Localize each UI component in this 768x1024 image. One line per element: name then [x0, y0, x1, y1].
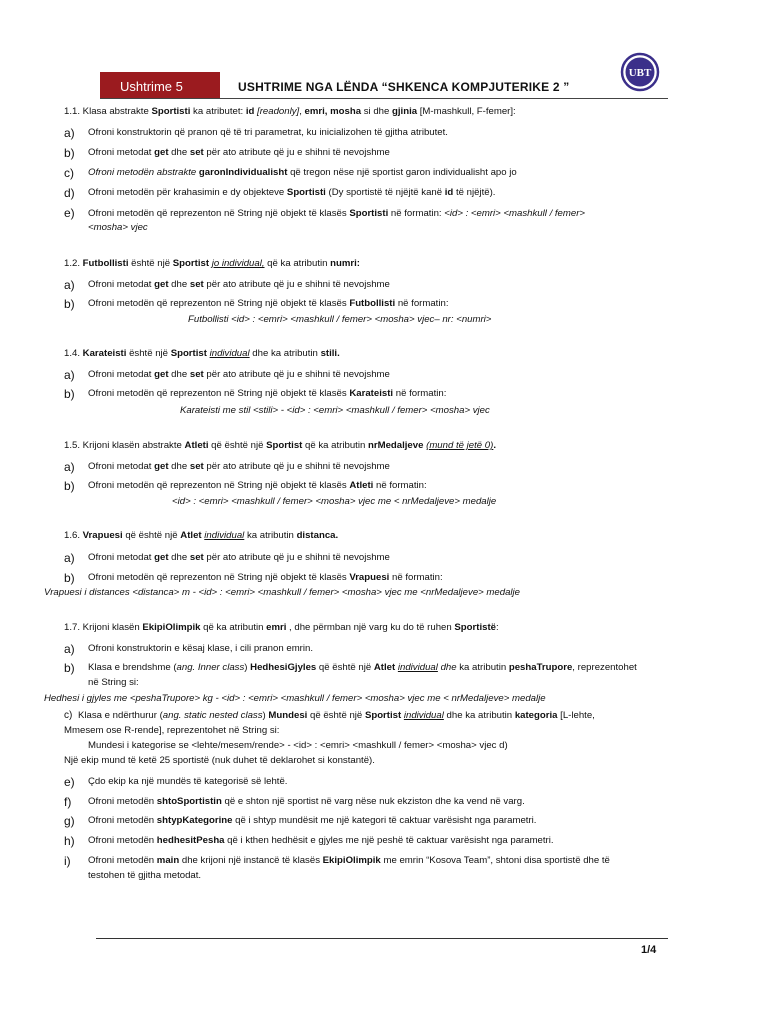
section-1-1-intro [64, 106, 516, 118]
text-run: dhe [440, 662, 457, 673]
item-text-continuation: Mmesem ose R-rende], reprezentohet në String si: [64, 725, 280, 736]
text-run: 1.7. Krijoni klasën [64, 622, 143, 633]
text-run: që ka atributin [264, 258, 331, 269]
text-run: get [154, 552, 169, 563]
text-run: 1.2. [64, 258, 83, 269]
page-number: 1/4 [641, 944, 657, 956]
text-run: Karateisti [82, 348, 127, 359]
item-text [88, 461, 390, 473]
item-marker: c) [64, 710, 73, 721]
text-run: që ka atributin [302, 440, 368, 451]
text-run: Sportisti [151, 106, 191, 117]
text-run: Ofroni metodën [88, 815, 157, 826]
item-text [88, 187, 495, 199]
text-run: Karateisti [349, 388, 394, 399]
item-text-continuation: Mundesi i kategorise se <lehte/mesem/rende> - <id> : <emri> <mashkull / femer> <mosha> vjec d) [88, 740, 508, 751]
text-run: Mundesi [268, 710, 308, 721]
item-marker: e) [64, 206, 75, 220]
logo-text: UBT [628, 67, 652, 79]
item-marker: b) [64, 297, 75, 311]
text-run: individual [209, 348, 250, 359]
item-text [88, 369, 390, 381]
item-marker: a) [64, 551, 75, 565]
text-run: Klasa e ndërthurur ( [78, 710, 163, 721]
text-run: me emrin “Kosova Team”, shtoni disa sportistë dhe të [380, 855, 610, 866]
text-run: Ofroni metodat [88, 552, 155, 563]
text-run: Vrapuesi [349, 572, 390, 583]
item-text-continuation: testohen të gjitha metodat. [88, 870, 202, 881]
format-string: <id> : <emri> <mashkull / femer> <mosha> vjec me < nrMedaljeve> medalje [172, 496, 497, 507]
section-1-5-intro [64, 440, 496, 452]
text-run: Ofroni metodat [88, 461, 155, 472]
text-run: [L-lehte, [557, 710, 595, 721]
text-run: ang. static nested class [162, 710, 263, 721]
item-text [88, 572, 443, 584]
text-run: që e shton një sportist në varg nëse nuk ekziston dhe ka vend në varg. [221, 796, 525, 807]
text-run: dhe [168, 461, 190, 472]
text-run: Klasa e brendshme ( [88, 662, 177, 673]
text-run: në formatin: [389, 572, 443, 583]
item-marker: b) [64, 571, 75, 585]
text-run: si dhe [361, 106, 393, 117]
text-run: Ofroni metodën [88, 835, 157, 846]
text-run: hedhesitPesha [156, 835, 225, 846]
text-run: ka atributin [456, 662, 509, 673]
text-run: set [189, 552, 204, 563]
text-run: [readonly] [254, 106, 300, 117]
text-run: id [245, 106, 255, 117]
item-marker: d) [64, 186, 75, 200]
text-run: për ato atribute që ju e shihni të nevojshme [203, 147, 390, 158]
format-string: Vrapuesi i distances <distanca> m - <id> : <emri> <mashkull / femer> <mosha> vjec me <nrMedaljeve> medalje [44, 587, 521, 598]
text-run: individual [397, 662, 438, 673]
text-run: jo individual, [211, 258, 265, 269]
item-marker: b) [64, 479, 75, 493]
item-text [88, 855, 610, 867]
item-text [88, 279, 390, 291]
text-run: në formatin: [393, 388, 447, 399]
text-run: Ofroni metodën që reprezenton në String një objekt të klasës [88, 388, 350, 399]
text-run: get [154, 147, 169, 158]
text-run: stili. [320, 348, 340, 359]
item-marker: a) [64, 368, 75, 382]
text-run: kategoria [514, 710, 558, 721]
text-run: Sportist [170, 348, 207, 359]
item-text [88, 147, 390, 159]
text-run: : [495, 622, 499, 633]
text-run: garonIndividualisht [198, 167, 288, 178]
section-1-4-intro [64, 348, 340, 360]
text-run: që është një [307, 710, 365, 721]
item-text-continuation: Një ekip mund të ketë 25 sportistë (nuk duhet të deklarohet si konstantë). [64, 755, 375, 766]
format-string: Hedhesi i gjyles me <peshaTrupore> kg - <id> : <emri> <mashkull / femer> <mosha> vjec me < nrMedaljeve> medalje [44, 693, 546, 704]
text-run: numri: [330, 258, 360, 269]
format-string: Futbollisti <id> : <emri> <mashkull / femer> <mosha> vjec– nr: <numri> [188, 314, 492, 325]
item-text [88, 208, 585, 220]
text-run: set [189, 147, 204, 158]
text-run: Ofroni metodën që reprezenton në String një objekt të klasës [88, 480, 350, 491]
text-run: HedhesiGjyles [250, 662, 317, 673]
text-run: në formatin: [395, 298, 449, 309]
text-run: emri, mosha [304, 106, 362, 117]
text-run: dhe krijoni një instancë të klasës [179, 855, 323, 866]
item-marker: g) [64, 814, 75, 828]
text-run: Ofroni metodat [88, 279, 155, 290]
text-run: , [299, 106, 305, 117]
text-run: Ofroni metodën abstrakte [88, 167, 199, 178]
text-run: get [154, 461, 169, 472]
section-1-7-intro [64, 622, 499, 634]
item-marker: a) [64, 460, 75, 474]
text-run: get [154, 279, 169, 290]
text-run: [M-mashkull, F-femer]: [417, 106, 516, 117]
text-run: Ofroni metodën për krahasimin e dy objekteve [88, 187, 287, 198]
text-run: individual [204, 530, 245, 541]
text-run: Ofroni metodat [88, 147, 155, 158]
item-text [88, 388, 446, 400]
text-run: që tregon nëse një sportist garon individualisht apo jo [287, 167, 517, 178]
item-marker: b) [64, 146, 75, 160]
text-run: Sportisti [286, 187, 326, 198]
text-run: dhe [168, 552, 190, 563]
text-run: shtypKategorine [156, 815, 233, 826]
text-run: , reprezentohet [572, 662, 637, 673]
text-run: Futbollisti [82, 258, 129, 269]
text-run: është një [126, 348, 171, 359]
text-run: që është një [316, 662, 374, 673]
item-text-continuation: në String si: [88, 677, 139, 688]
item-text [88, 298, 448, 310]
item-marker: c) [64, 166, 74, 180]
text-run: peshaTrupore [508, 662, 573, 673]
text-run: që është një [122, 530, 181, 541]
text-run: Atleti [184, 440, 209, 451]
text-run: individual [403, 710, 444, 721]
text-run: Sportist [172, 258, 210, 269]
text-run: 1.5. Krijoni klasën abstrakte [64, 440, 185, 451]
item-marker: e) [64, 775, 75, 789]
text-run: Sportistë [454, 622, 496, 633]
text-run: distanca. [296, 530, 339, 541]
text-run: get [154, 369, 169, 380]
text-run: main [156, 855, 180, 866]
text-run: që është një [208, 440, 267, 451]
text-run: Sportist [364, 710, 402, 721]
text-run: shtoSportistin [156, 796, 222, 807]
text-run: Ofroni metodën [88, 855, 157, 866]
item-marker: b) [64, 387, 75, 401]
text-run: ang. Inner class [176, 662, 245, 673]
text-run: set [189, 461, 204, 472]
text-run: që ka atributin [200, 622, 267, 633]
text-run: Ofroni metodën që reprezenton në String një objekt të klasës [88, 298, 350, 309]
text-run: set [189, 369, 204, 380]
item-marker: b) [64, 661, 75, 675]
text-run: ) [262, 710, 269, 721]
text-run: Atlet [373, 662, 396, 673]
text-run: Ofroni metodën [88, 796, 157, 807]
text-run: për ato atribute që ju e shihni të nevojshme [203, 279, 390, 290]
text-run: (Dy sportistë të njëjtë kanë [325, 187, 445, 198]
text-run: të njëjtë). [453, 187, 496, 198]
item-text [88, 552, 390, 564]
text-run: që i shtyp mundësit me një kategori të caktuar varësisht nga parametri. [232, 815, 537, 826]
item-text: Ofroni konstruktorin e kësaj klase, i cili pranon emrin. [88, 643, 314, 654]
item-text: Ofroni konstruktorin që pranon që të tri parametrat, ku inicializohen të gjitha atributet. [88, 127, 448, 138]
text-run: 1.6. [64, 530, 83, 541]
text-run: gjinia [392, 106, 418, 117]
text-run: dhe ka atributin [443, 710, 515, 721]
text-run: Sportisti [349, 208, 389, 219]
text-run: për ato atribute që ju e shihni të nevojshme [203, 461, 390, 472]
format-string: Karateisti me stil <stili> - <id> : <emri> <mashkull / femer> <mosha> vjec [180, 405, 490, 416]
text-run: Ofroni metodat [88, 369, 155, 380]
text-run: (mund të jetë 0) [426, 440, 494, 451]
text-run: ka atributin [244, 530, 297, 541]
text-run: për ato atribute që ju e shihni të nevojshme [203, 552, 390, 563]
text-run: dhe ka atributin [249, 348, 321, 359]
item-marker: f) [64, 795, 72, 809]
text-run: Atlet [180, 530, 202, 541]
text-run: në formatin: [388, 208, 445, 219]
text-run: është një [128, 258, 173, 269]
text-run: . [493, 440, 496, 451]
section-1-6-intro [64, 530, 338, 542]
section-1-2-intro [64, 258, 360, 270]
item-text [88, 662, 637, 674]
item-text [78, 710, 595, 722]
text-run: EkipiOlimpik [322, 855, 381, 866]
item-marker: a) [64, 126, 75, 140]
item-marker: a) [64, 278, 75, 292]
item-marker: a) [64, 642, 75, 656]
item-text [88, 480, 427, 492]
item-text: Çdo ekip ka një mundës të kategorisë së lehtë. [88, 776, 288, 787]
text-run: dhe [168, 279, 190, 290]
text-run: 1.1. Klasa abstrakte [64, 106, 152, 117]
header-rule [100, 98, 668, 99]
text-run: Ofroni metodën që reprezenton në String një objekt të klasës [88, 572, 350, 583]
text-run: për ato atribute që ju e shihni të nevojshme [203, 369, 390, 380]
item-text-continuation: <mosha> vjec [88, 222, 148, 233]
text-run: ka atributet: [190, 106, 246, 117]
text-run: që i kthen hedhësit e gjyles me një peshë të caktuar varësisht nga parametri. [224, 835, 554, 846]
text-run: 1.4. [64, 348, 83, 359]
header-label: Ushtrime 5 [120, 79, 183, 94]
text-run: , dhe përmban një varg ku do të ruhen [286, 622, 455, 633]
text-run: Sportist [266, 440, 303, 451]
text-run: <id> : <emri> <mashkull / femer> [444, 208, 586, 219]
item-text [88, 167, 517, 179]
text-run: EkipiOlimpik [142, 622, 201, 633]
ubt-logo-icon [620, 52, 660, 92]
text-run: Vrapuesi [82, 530, 123, 541]
header-title: USHTRIME NGA LËNDA “SHKENCA KOMPJUTERIKE 2 ” [238, 80, 570, 94]
text-run: dhe [168, 147, 190, 158]
text-run: Futbollisti [349, 298, 396, 309]
item-marker: i) [64, 854, 71, 868]
text-run: ) [244, 662, 251, 673]
text-run: dhe [168, 369, 190, 380]
item-text [88, 835, 554, 847]
text-run: set [189, 279, 204, 290]
text-run: në formatin: [373, 480, 427, 491]
item-text [88, 796, 525, 808]
item-text [88, 815, 536, 827]
item-marker: h) [64, 834, 75, 848]
text-run: id [444, 187, 454, 198]
text-run: Atleti [349, 480, 374, 491]
text-run: nrMedaljeve [367, 440, 424, 451]
text-run: emri [266, 622, 287, 633]
text-run: Ofroni metodën që reprezenton në String një objekt të klasës [88, 208, 350, 219]
footer-rule [96, 938, 668, 939]
